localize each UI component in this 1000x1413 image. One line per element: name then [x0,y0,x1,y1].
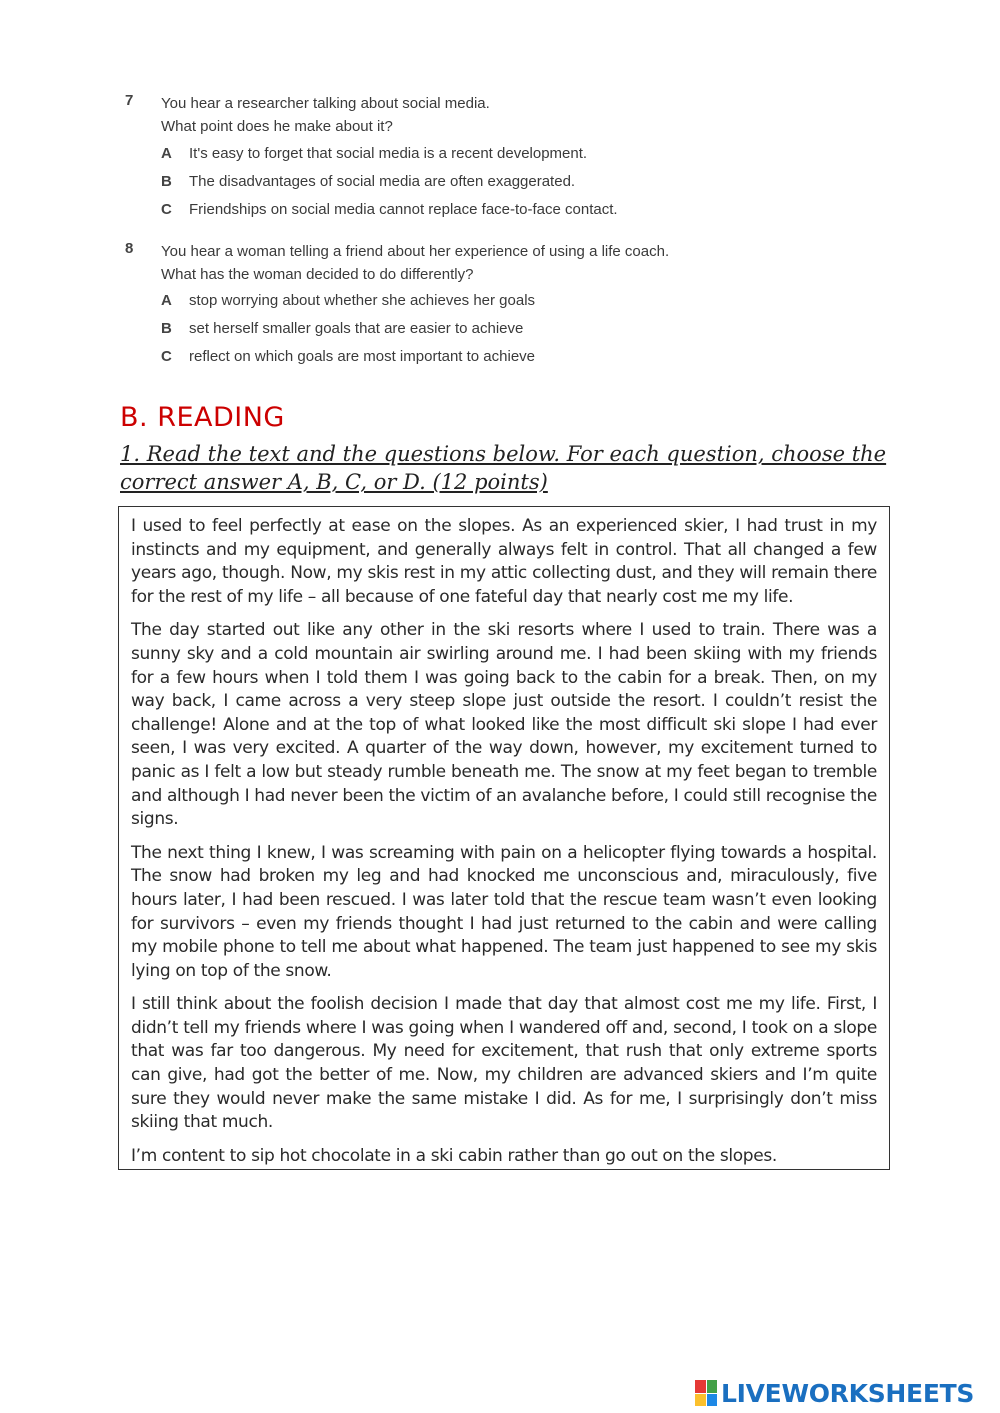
question-stem [161,240,669,286]
stem-line: What point does he make about it? [161,118,393,135]
passage-paragraph: The day started out like any other in the ski resorts where I used to train. There was a sunny sky and a cold mountain air swirling around me. I had been skiing with my friends for a few hours when I told them I was going back to the cabin for a break. Then, on my way back, I came across a very steep slope just outside the resort. I couldn’t resist the challenge! Alone and at the top of what looked like the most difficult ski slope I had ever seen, I was very excited. A quarter of the way down, however, my excitement turned to panic as I felt a low but steady rumble beneath me. The snow at my feet began to tremble and although I had never been the victim of an avalanche before, I could still recognise the signs. [131,620,877,830]
question-stem [161,92,490,138]
option-b: B set herself smaller goals that are easier to achieve [161,320,524,337]
passage-paragraph: I used to feel perfectly at ease on the slopes. As an experienced skier, I had trust in my instincts and my equipment, and generally always felt in control. That all changed a few years ago, though. Now, my skis rest in my attic collecting dust, and they will remain there for the rest of my life – all because of one fateful day that nearly cost me my life. [131,516,877,607]
option-c: C Friendships on social media cannot replace face-to-face contact. [161,201,618,218]
liveworksheets-logo[interactable] [695,1378,974,1408]
logo-text: LIVEWORKSHEETS [721,1378,975,1408]
option-c: C reflect on which goals are most important to achieve [161,348,536,365]
stem-line: You hear a woman telling a friend about her experience of using a life coach. [161,243,670,260]
stem-line: You hear a researcher talking about social media. [161,95,490,112]
reading-passage [118,506,890,1170]
option-a: A It's easy to forget that social media is a recent development. [161,145,588,162]
question-number: 8 [125,240,134,257]
passage-paragraph: I’m content to sip hot chocolate in a ski cabin rather than go out on the slopes. [131,1145,777,1166]
passage-paragraph: The next thing I knew, I was screaming with pain on a helicopter flying towards a hospital. The snow had broken my leg and had knocked me unconscious and, miraculously, five hours later, I had been rescued. I was later told that the rescue team wasn’t even looking for survivors – even my friends thought I had just returned to the cabin and were calling my mobile phone to tell me about what happened. The team just happened to see my skis lying on top of the snow. [131,842,877,981]
reading-instructions: 1. Read the text and the questions below. For each question, choose the correct answer A, B, C, or D. (12 points) [120,442,887,494]
option-b: B The disadvantages of social media are often exaggerated. [161,173,576,190]
option-a: A stop worrying about whether she achieves her goals [161,292,536,309]
liveworksheets-logo-icon [695,1380,717,1406]
question-number: 7 [125,92,134,109]
passage-paragraph: I still think about the foolish decision I made that day that almost cost me my life. First, I didn’t tell my friends where I was going when I wandered off and, second, I took on a slope that was far too dangerous. My need for excitement, that rush that only extreme sports can give, had got the better of me. Now, my children are advanced skiers and I’m quite sure they would never make the same mistake I did. As for me, I surprisingly don’t miss skiing that much. [131,994,877,1133]
section-title: B. READING [120,402,285,433]
stem-line: What has the woman decided to do differently? [161,266,474,283]
